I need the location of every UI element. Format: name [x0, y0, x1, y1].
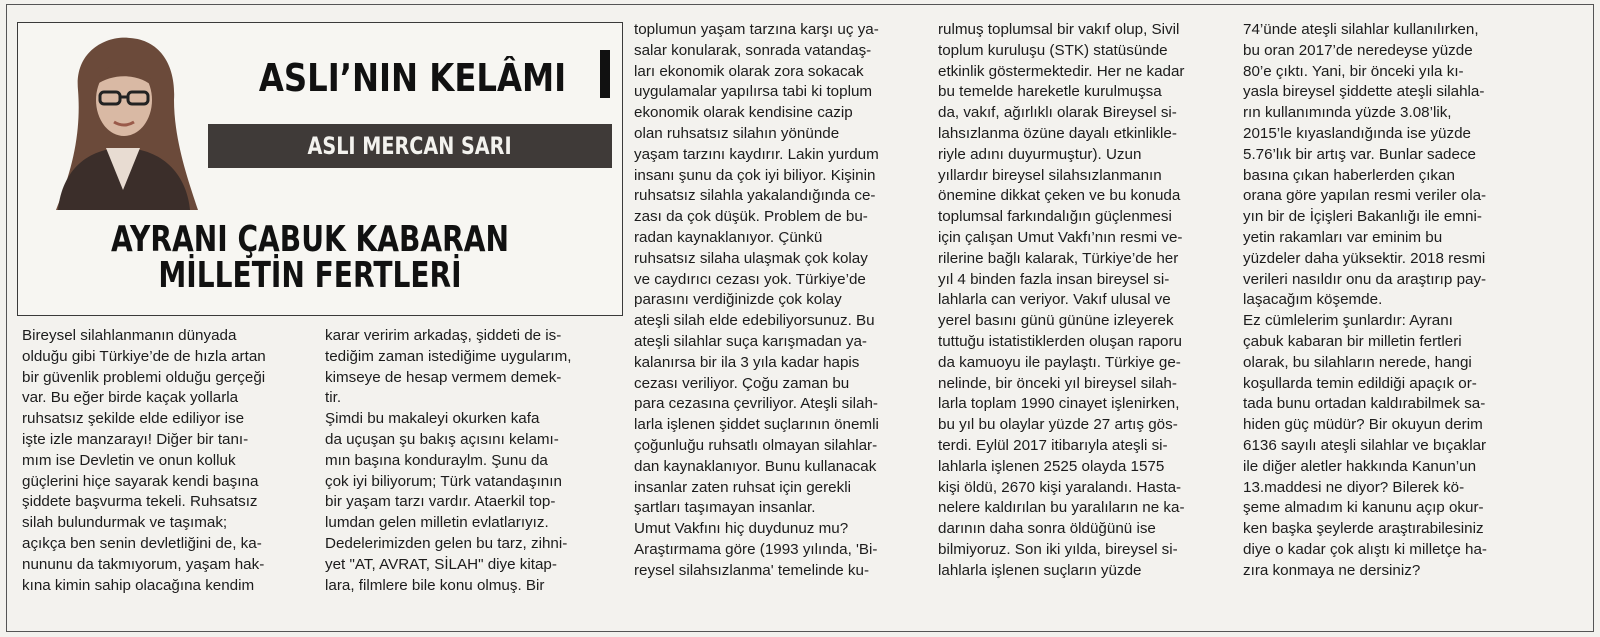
headline-line-1: AYRANI ÇABUK KABARAN — [110, 219, 510, 260]
author-name: ASLI MERCAN SARI — [307, 132, 513, 160]
author-name-bar — [208, 124, 612, 168]
article-column-1: Bireysel silahlanmanın dünyada olduğu gibi Türkiye’de de hızla artan bir güvenlik problemi olduğu gerçeği var. Bu eğer birde kaçak yollarla ruhsatsız şekilde elde ediliyor ise işte izle manzarayı! Diğer bir tanı- mım ise Devletin ve onun kolluk güçlerini hiçe sayarak kendi başına şiddete başvurma tekeli. Ruhsatsız silah bulundurmak ve taşımak; açıkça ben senin devletliğini de, ka- nununu da takmıyorum, yaşam hak- kına kimin sahip olacağına kendim — [22, 327, 266, 594]
column-name: ASLI’NIN KELÂMI — [258, 56, 567, 100]
article-column-2: karar veririm arkadaş, şiddeti de is- tediğim zaman istediğime uygularım, kimseye de hesap vermem demek- tir. Şimdi bu makaleyi okurken kafa da uçuşan şu bakış açısını kelamı- mın başına konduraylm. Şunu da çok iyi biliyorum; Türk vatandaşının bir yaşam tarzı vardır. Ataerkil top- lumdan gelen milletin evlatlarıyız. Dedelerimizden gelen bu tarz, zihni- yet "AT, AVRAT, SİLAH" diye kitap- lara, filmlere bile konu olmuş. Bir — [325, 327, 572, 594]
article-column-3: toplumun yaşam tarzına karşı uç ya- salar konularak, sonrada vatandaş- ları ekonomik olarak zora sokacak uygulamalar yapılırsa tabi ki toplum ekonomik olarak kendisine cazip olan ruhsatsız silahın yönünde yaşam tarzını kaydırır. Lakin yurdum insanı şunu da çok iyi biliyor. Kişinin ruhsatsız silahla yakalandığında ce- zası da çok düşük. Problem de bu- radan kaynaklanıyor. Çünkü ruhsatsız silaha ulaşmak çok kolay ve caydırıcı cezası yok. Türkiye’de parasını verdiğinizde çok kolay ateşli silah elde edebiliyorsunuz. Bu ateşli silahlar suça karışmadan ya- kalanırsa bir ila 3 yıla kadar hapis cezası veriliyor. Çoğu zaman bu para cezasına çevriliyor. Ateşli silah- larla işlenen şiddet suçlarının önemli çoğunluğu ruhsatlı olmayan silahlar- dan kaynaklanıyor. Bunu kullanacak insanlar zaten ruhsat için gerekli şartları taşımayan insanlar. Umut Vakfını hiç duydunuz mu? Araştırmama göre (1993 yılında, 'Bi- reysel silahsızlanma' temelinde ku- — [634, 21, 879, 579]
headline-line-2: MİLLETİN FERTLERİ — [158, 255, 462, 296]
author-portrait — [38, 30, 208, 210]
article-headline — [40, 219, 580, 296]
column-name-accent — [600, 50, 610, 98]
article-column-4: rulmuş toplumsal bir vakıf olup, Sivil toplum kuruluşu (STK) statüsünde etkinlik göstermektedir. Her ne kadar bu temelde hareketle kurulmuşsa da, vakıf, ağırlıklı olarak Bireysel si- lahsızlanma özüne dayalı etkinlikle- riyle adını duyurmuştur). Uzun yıllardır bireysel silahsızlanmanın önemine dikkat çeken ve bu konuda toplumsal farkındalığın güçlenmesi için çalışan Umut Vakfı’nın resmi ve- rilerine bağlı kalarak, Türkiye’de her yıl 4 binden fazla insan bireysel si- lahlarla can veriyor. Vakıf ulusal ve yerel basını günü gününe izleyerek tuttuğu istatistiklerden oluşan raporu da kamuoyu ile paylaştı. Türkiye ge- nelinde, bir önceki yıl bireysel silah- larla toplam 1990 cinayet işlenirken, bu yıl bu olaylar yüzde 27 artış gös- terdi. Eylül 2017 itibarıyla ateşli si- lahlarla işlenen 2525 olayda 1575 kişi öldü, 2670 kişi yaralandı. Hasta- nelere kaldırılan bu yaralıların ne ka- darının daha sonra öldüğünü ise bilmiyoruz. Son iki yılda, bireysel si- lahlarla işlenen suçların yüzde — [938, 21, 1185, 579]
article-column-5: 74’ünde ateşli silahlar kullanılırken, bu oran 2017’de neredeyse yüzde 80’e çıktı. Yani, bir önceki yıla kı- yasla bireysel şiddette ateşli silahla- rın kullanımında yüzde 3.08’lik, 2015’le kıyaslandığında ise yüzde 5.76’lık bir artış var. Bunlar sadece basına çıkan haberlerden çıkan orana göre yapılan resmi veriler ola- yın bir de İçişleri Bakanlığı ile emni- yetin rakamları var eminim bu yüzdeler daha yüksektir. 2018 resmi verileri nasıldır onu da araştırıp pay- laşacağım köşemde. Ez cümlelerim şunlardır: Ayranı çabuk kabaran bir milletin fertleri olarak, bu silahların nerede, hangi koşullarda temin edildiği apaçık or- tada bunu ortadan kaldırabilmek sa- hiden güç müdür? Bir okuyun derim 6136 sayılı ateşli silahlar ve bıçaklar ile diğer aletler hakkında Kanun’un 13.maddesi ne diyor? Bilerek kö- şeme almadım ki kanunu açıp okur- ken başka şeylerde araştırabilesiniz diye o kadar çok alıştı ki milletçe ha- zıra konmaya ne dersiniz? — [1243, 21, 1487, 579]
